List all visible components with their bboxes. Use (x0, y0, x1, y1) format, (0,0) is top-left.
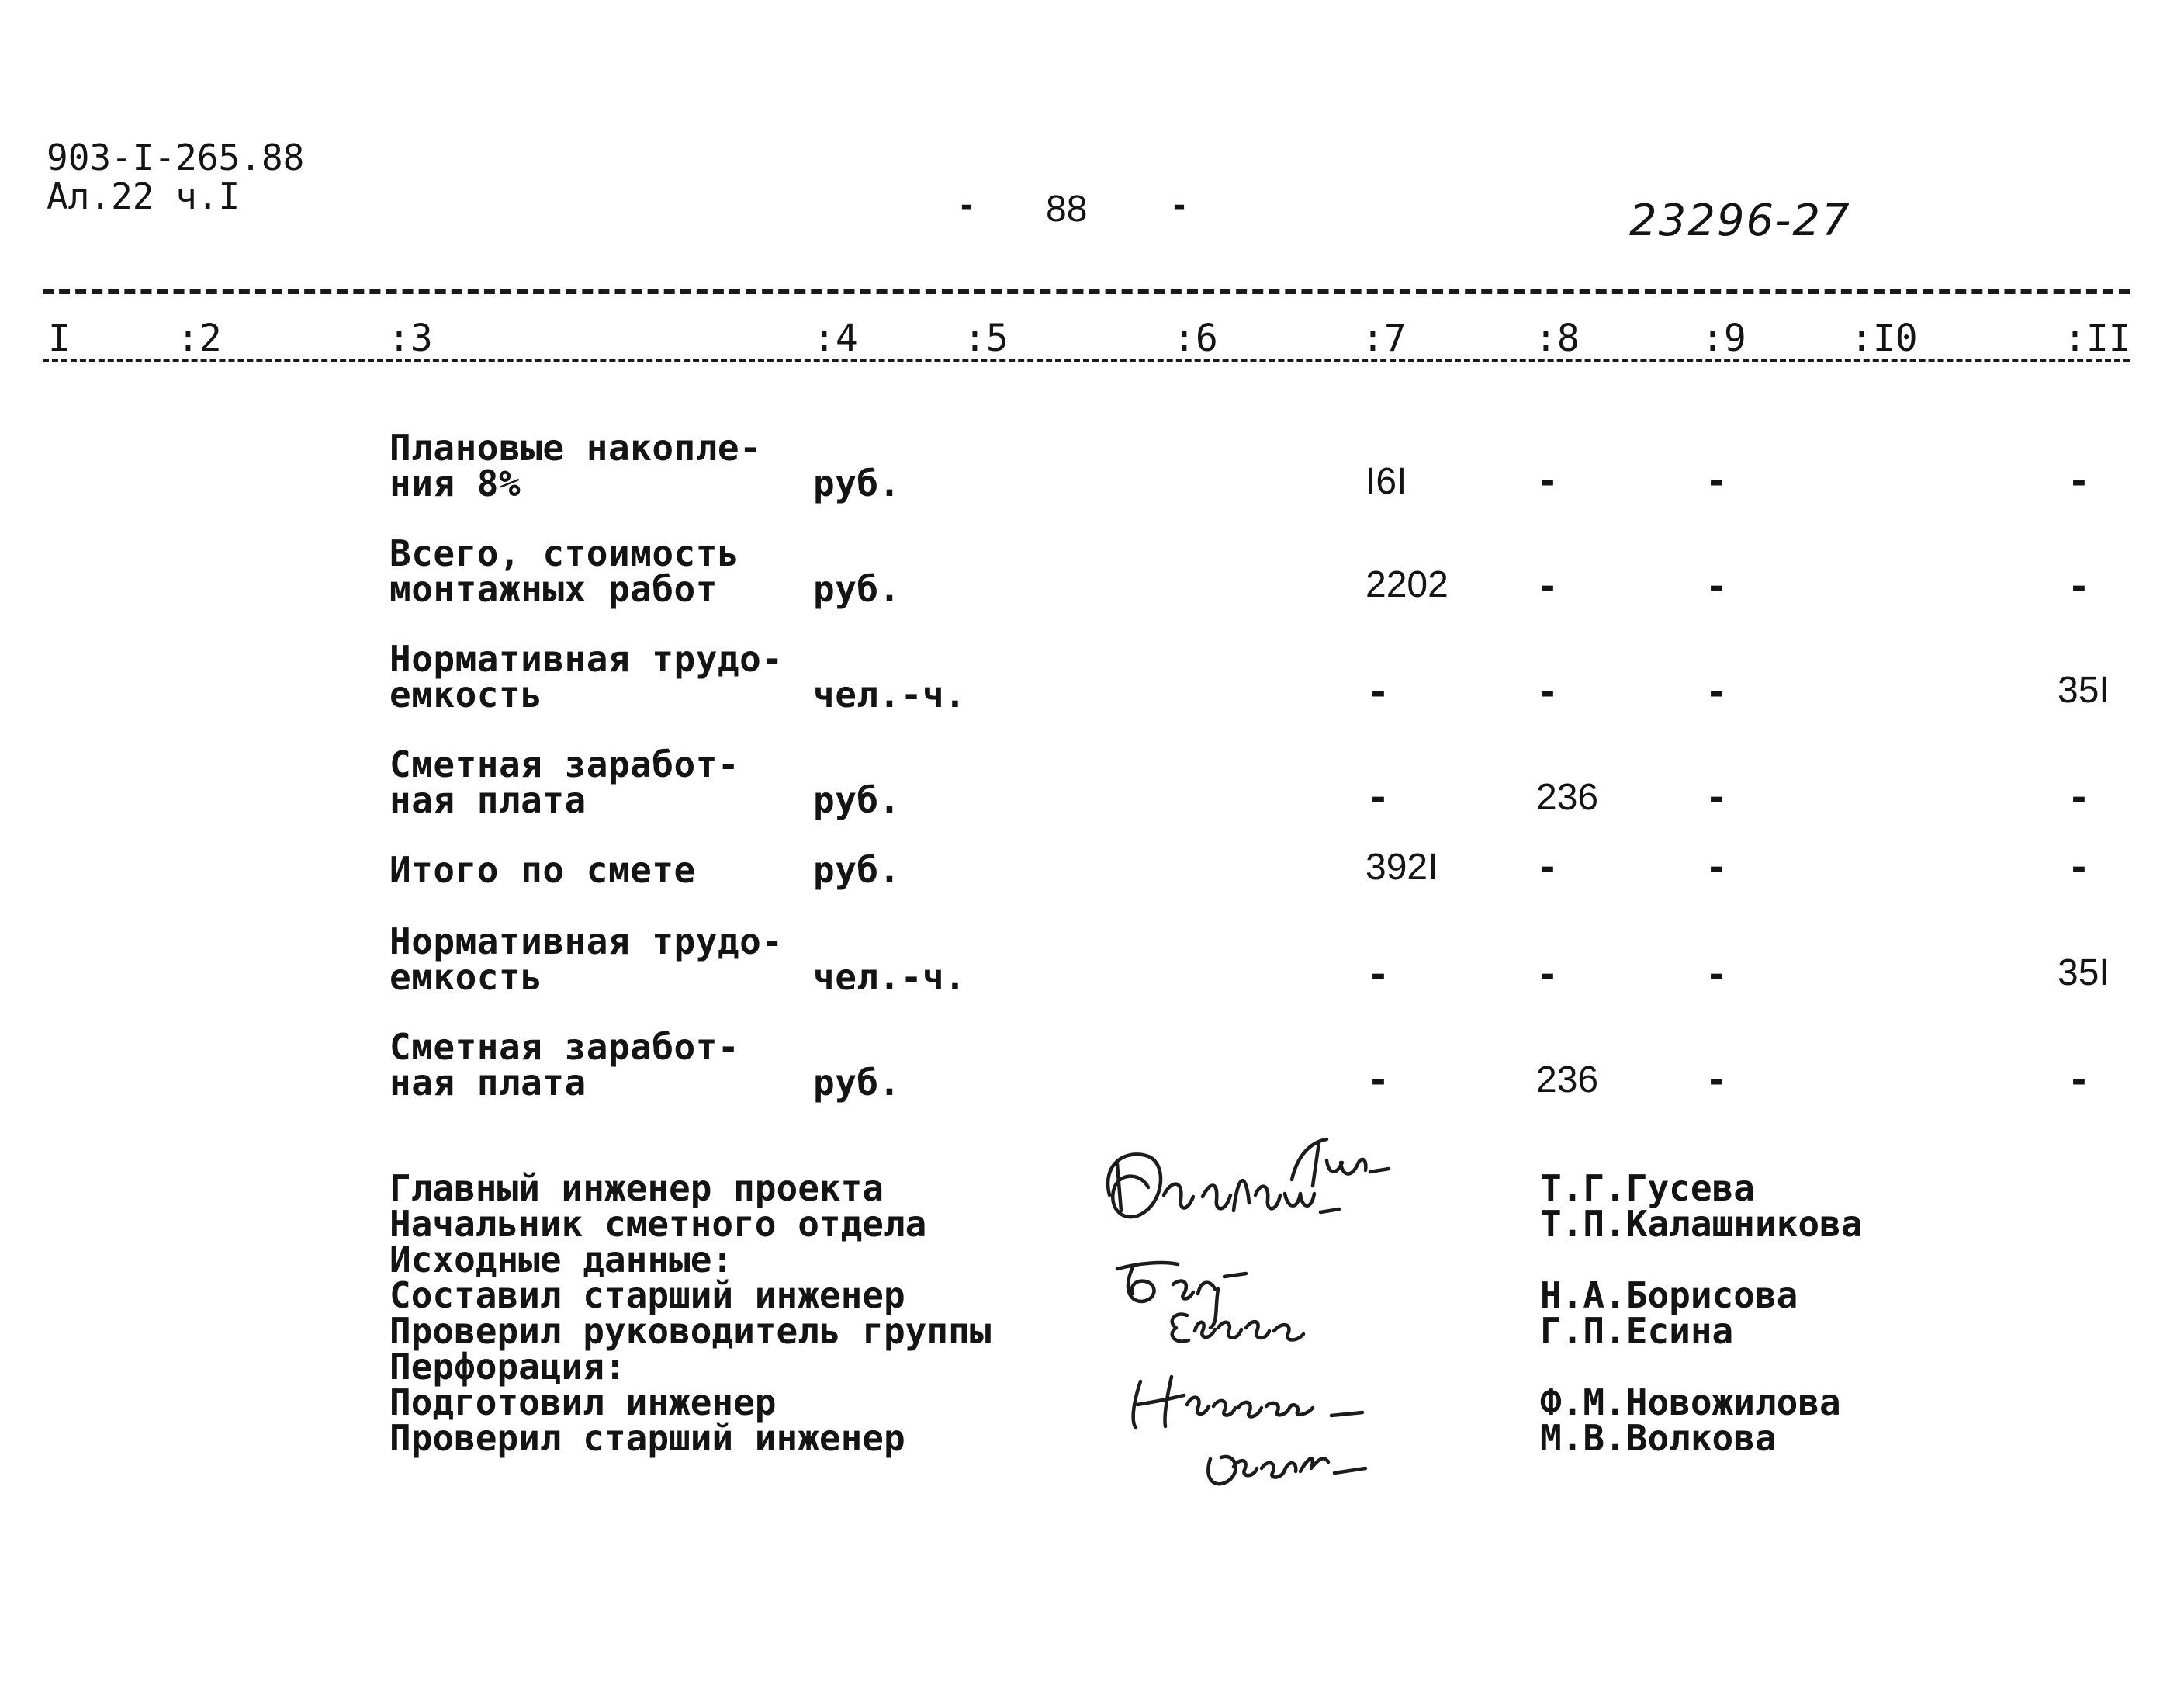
row-3-name-line1: Нормативная трудо- (389, 638, 784, 680)
row-6-unit: чел.-ч. (813, 956, 967, 998)
page-dash-left: - (960, 184, 973, 225)
name-kalashnikova: Т.П.Калашникова (1540, 1203, 1863, 1245)
document-code (47, 138, 304, 216)
row-6-name-line2: емкость (389, 956, 543, 998)
column-number-2: :2 (177, 317, 222, 360)
column-number-10: :I0 (1850, 317, 1918, 360)
column-number-1: I (48, 317, 71, 360)
top-dashed-rule (43, 289, 2130, 294)
row-4-col8: 236 (1536, 777, 1599, 818)
role-head-estimate-dept: Начальник сметного отдела (389, 1203, 927, 1245)
row-4-col11: - (2068, 776, 2090, 820)
handwritten-signature-nov-vol (1117, 1366, 1474, 1498)
row-3-name-line2: емкость (389, 674, 543, 716)
row-6-col7: - (1367, 953, 1390, 996)
row-5-name: Итого по смете (389, 849, 696, 891)
row-3-col11: 35I (2058, 670, 2110, 711)
row-3-unit: чел.-ч. (813, 674, 967, 716)
row-3-col9: - (1705, 671, 1728, 714)
document-code-line2: Ал.22 ч.I (47, 175, 241, 217)
row-6-name (389, 920, 784, 998)
row-4-name (389, 743, 740, 821)
row-7-col9: - (1705, 1059, 1728, 1102)
signature-names (1540, 1167, 1863, 1459)
role-perforation: Перфорация: (389, 1346, 626, 1388)
row-2-col8: - (1536, 565, 1559, 608)
row-4-name-line1: Сметная заработ- (389, 743, 740, 785)
row-5-col11: - (2068, 846, 2090, 889)
row-2-col9: - (1705, 565, 1728, 608)
row-7-unit: руб. (813, 1062, 901, 1104)
row-5-col7: 392I (1365, 847, 1438, 888)
row-7-name (389, 1026, 740, 1104)
row-1-name-line1: Плановые накопле- (389, 427, 762, 469)
row-2-col11: - (2068, 565, 2090, 608)
page-dash-right: - (1173, 184, 1185, 225)
row-6-col11: 35I (2058, 952, 2110, 993)
column-header-underline (43, 359, 2130, 362)
page-number: 88 (1046, 189, 1088, 230)
row-5-col8: - (1536, 846, 1559, 889)
document-code-line1: 903-I-265.88 (47, 137, 305, 178)
row-7-col8: 236 (1536, 1059, 1599, 1100)
role-prepared-by: Подготовил инженер (389, 1381, 777, 1423)
row-1-name-line2: ния 8% (389, 463, 521, 504)
role-source-data: Исходные данные: (389, 1239, 734, 1280)
row-3-name (389, 638, 784, 716)
row-4-col9: - (1705, 776, 1728, 820)
row-6-col9: - (1705, 953, 1728, 996)
row-5-col9: - (1705, 846, 1728, 889)
row-2-col7: 2202 (1365, 564, 1449, 605)
column-number-3: :3 (388, 317, 433, 360)
signature-roles (389, 1167, 992, 1459)
column-number-8: :8 (1535, 317, 1580, 360)
role-chief-engineer: Главный инженер проекта (389, 1167, 884, 1209)
row-1-col8: - (1536, 459, 1559, 503)
column-number-5: :5 (964, 317, 1009, 360)
row-1-col7: I6I (1365, 461, 1407, 502)
name-esina: Г.П.Есина (1540, 1310, 1734, 1352)
handwritten-signature-bor-es (1102, 1253, 1365, 1354)
row-3-col7: - (1367, 671, 1390, 714)
row-2-name-line2: монтажных работ (389, 568, 718, 610)
row-2-name-line1: Всего, стоимость (389, 532, 740, 574)
row-2-name (389, 532, 740, 610)
name-guseva: Т.Г.Гусева (1540, 1167, 1755, 1209)
column-number-9: :9 (1701, 317, 1746, 360)
row-5-unit: руб. (813, 849, 901, 891)
role-compiled-by: Составил старший инженер (389, 1274, 905, 1316)
row-4-unit: руб. (813, 779, 901, 821)
row-7-col7: - (1367, 1059, 1390, 1102)
row-4-name-line2: ная плата (389, 779, 587, 821)
role-checked-by-group-lead: Проверил руководитель группы (389, 1310, 992, 1352)
column-number-7: :7 (1362, 317, 1407, 360)
name-borisova: Н.А.Борисова (1540, 1274, 1798, 1316)
row-1-name (389, 427, 762, 504)
row-6-col8: - (1536, 953, 1559, 996)
column-number-6: :6 (1173, 317, 1218, 360)
handwritten-signature-gus-kal (1094, 1125, 1443, 1265)
row-1-col11: - (2068, 459, 2090, 503)
column-number-4: :4 (813, 317, 858, 360)
row-2-unit: руб. (813, 568, 901, 610)
column-number-11: :II (2064, 317, 2131, 360)
row-4-col7: - (1367, 776, 1390, 820)
row-1-unit: руб. (813, 463, 901, 504)
row-6-name-line1: Нормативная трудо- (389, 920, 784, 962)
inventory-number: 23296-27 (1629, 196, 1851, 246)
name-volkova: М.В.Волкова (1540, 1417, 1777, 1459)
row-1-col9: - (1705, 459, 1728, 503)
row-7-name-line2: ная плата (389, 1062, 587, 1104)
role-checked-by-senior: Проверил старший инженер (389, 1417, 905, 1459)
name-novozhilova: Ф.М.Новожилова (1540, 1381, 1841, 1423)
row-7-name-line1: Сметная заработ- (389, 1026, 740, 1068)
row-3-col8: - (1536, 671, 1559, 714)
row-7-col11: - (2068, 1059, 2090, 1102)
